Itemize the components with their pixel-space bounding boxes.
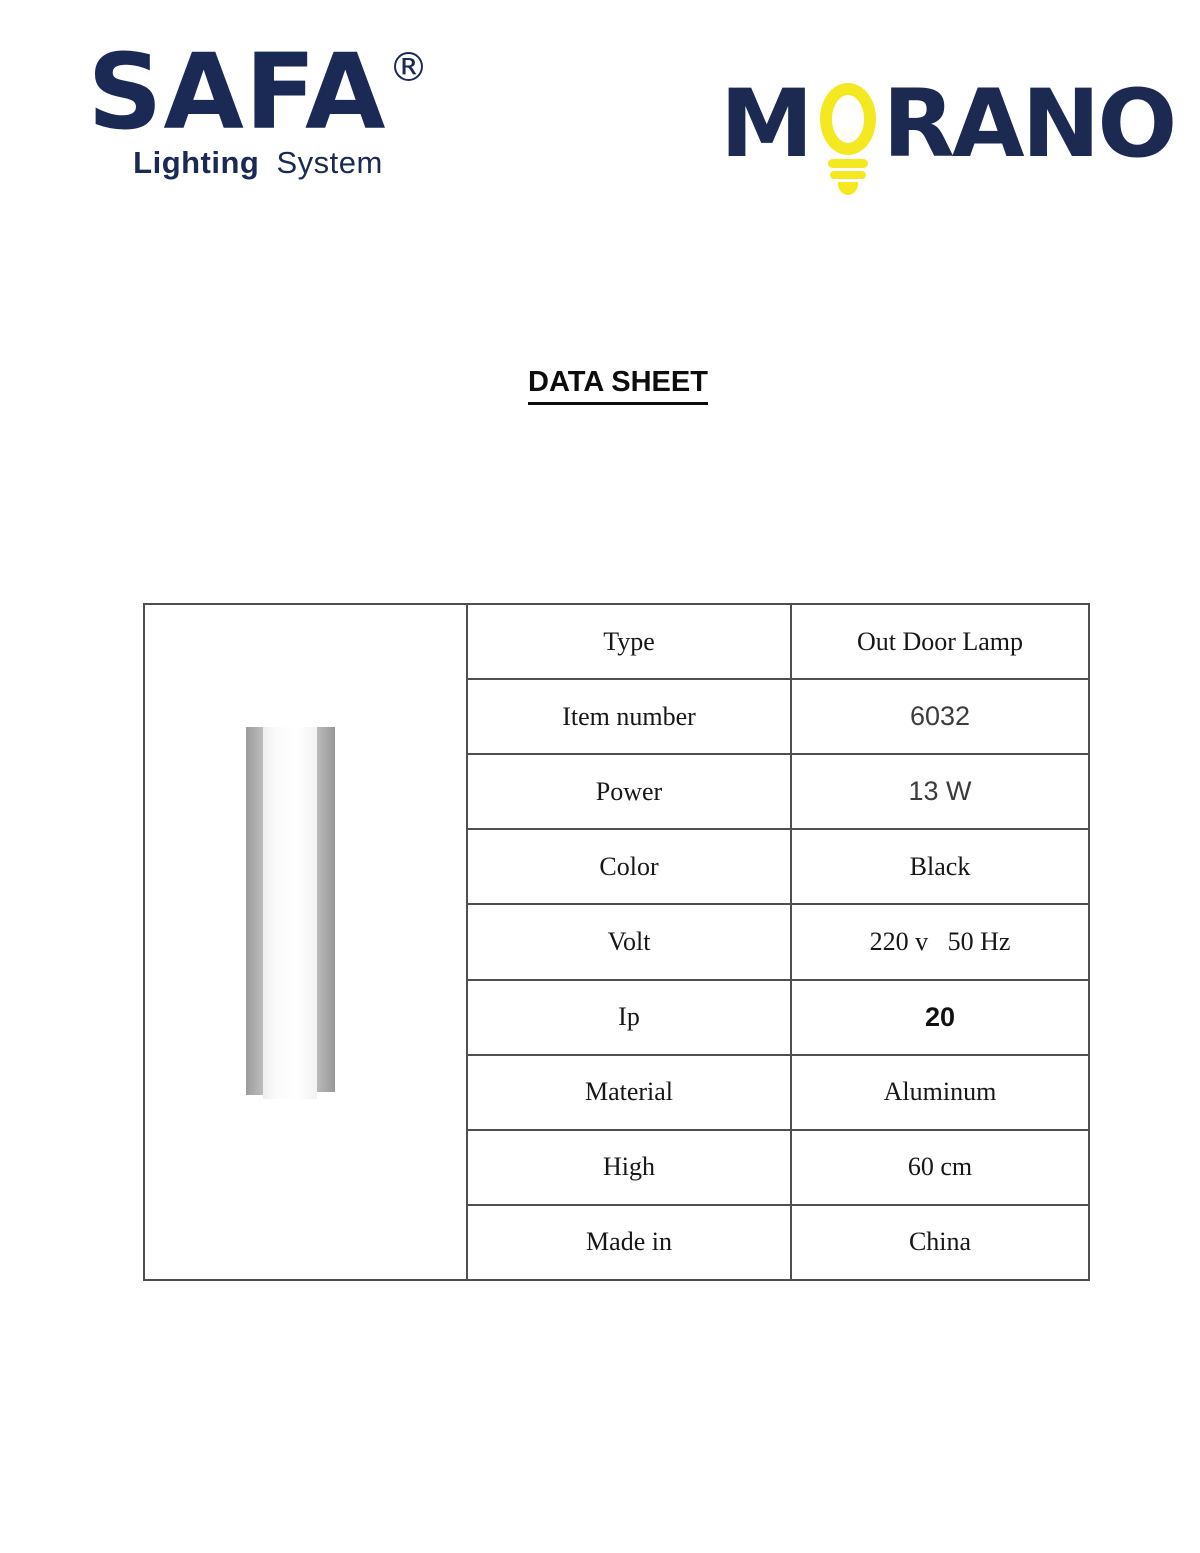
spec-table (143, 603, 1090, 1281)
registered-trademark-icon: ® (388, 45, 429, 91)
page-title: DATA SHEET (528, 366, 708, 405)
title-row (0, 366, 1200, 405)
spec-value-volt: 220 v 50 Hz (791, 904, 1089, 979)
lamp-front-face (263, 727, 317, 1099)
spec-value-high: 60 cm (791, 1130, 1089, 1205)
table-row (144, 604, 1089, 679)
spec-label-made-in: Made in (467, 1205, 791, 1280)
spec-label-ip: Ip (467, 980, 791, 1055)
spec-value-material: Aluminum (791, 1055, 1089, 1130)
safa-wordmark: SAFA (87, 31, 387, 153)
spec-value-power: 13 W (791, 754, 1089, 829)
safa-tagline-system: System (276, 145, 383, 180)
morano-logo (720, 70, 1175, 196)
lightbulb-icon (819, 82, 877, 196)
product-cell (144, 604, 467, 1280)
product-image (246, 727, 335, 1099)
lamp-left-edge (246, 727, 263, 1095)
safa-wordmark-row (87, 31, 429, 153)
spec-label-type: Type (467, 604, 791, 679)
spec-label-material: Material (467, 1055, 791, 1130)
safa-tagline (88, 146, 428, 180)
morano-letters-rano: RANO (882, 70, 1175, 179)
safa-tagline-lighting: Lighting (133, 145, 260, 180)
morano-letter-m: M (720, 70, 811, 179)
spec-label-power: Power (467, 754, 791, 829)
spec-label-volt: Volt (467, 904, 791, 979)
lamp-right-edge (317, 727, 335, 1092)
spec-label-color: Color (467, 829, 791, 904)
spec-label-item-number: Item number (467, 679, 791, 754)
spec-value-ip: 20 (791, 980, 1089, 1055)
spec-value-color: Black (791, 829, 1089, 904)
spec-value-made-in: China (791, 1205, 1089, 1280)
spec-value-type: Out Door Lamp (791, 604, 1089, 679)
spec-label-high: High (467, 1130, 791, 1205)
spec-value-item-number: 6032 (791, 679, 1089, 754)
safa-logo (87, 31, 429, 180)
